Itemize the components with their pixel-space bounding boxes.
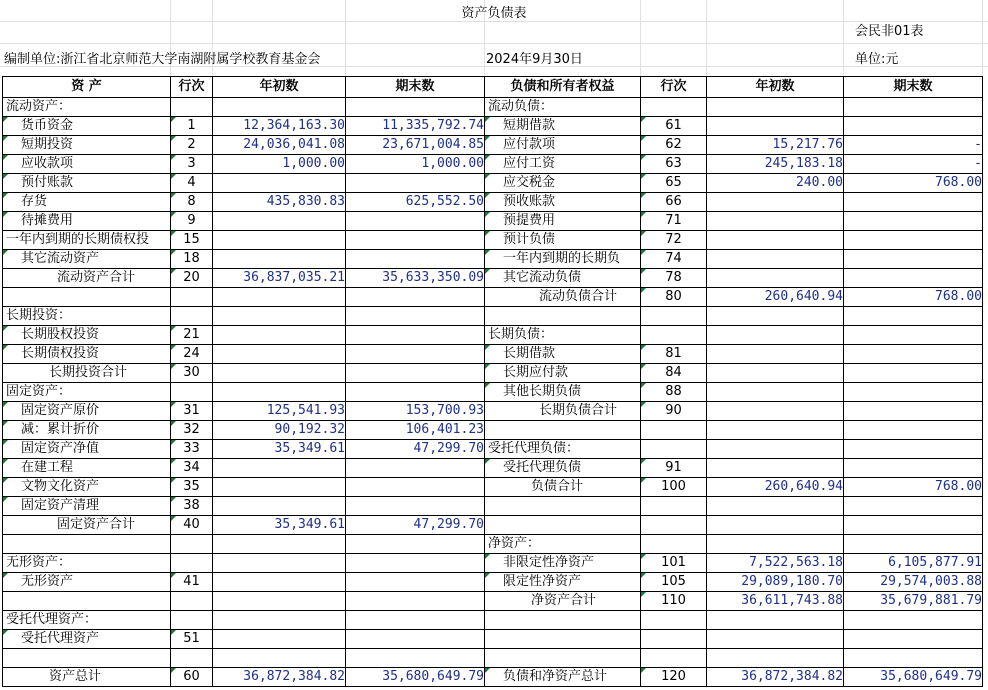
liab-end[interactable]: 29,574,003.88 <box>844 573 983 592</box>
liab-begin[interactable]: 36,611,743.88 <box>707 592 844 611</box>
asset-line[interactable] <box>171 592 213 611</box>
table-row <box>3 98 983 117</box>
asset-begin[interactable] <box>213 288 346 307</box>
liab-begin[interactable] <box>707 497 844 516</box>
asset-begin[interactable]: 36,837,035.21 <box>213 269 346 288</box>
asset-begin[interactable]: 35,349.61 <box>213 440 346 459</box>
liab-label[interactable]: 限定性净资产 <box>485 573 641 592</box>
asset-begin[interactable]: 36,872,384.82 <box>213 668 346 687</box>
liab-label[interactable] <box>485 649 641 668</box>
liab-end[interactable] <box>844 364 983 383</box>
asset-end[interactable] <box>346 326 485 345</box>
liab-begin[interactable] <box>707 649 844 668</box>
liab-begin[interactable] <box>707 98 844 117</box>
asset-label[interactable]: 固定资产净值 <box>3 440 171 459</box>
asset-label[interactable]: 其它流动资产 <box>3 250 171 269</box>
liab-label[interactable]: 负债和净资产总计 <box>485 668 641 687</box>
asset-label[interactable]: 受托代理资产： <box>3 611 171 630</box>
asset-label[interactable]: 长期投资： <box>3 307 171 326</box>
liab-end[interactable] <box>844 345 983 364</box>
asset-begin[interactable] <box>213 307 346 326</box>
asset-end[interactable] <box>346 459 485 478</box>
liab-end[interactable] <box>844 193 983 212</box>
asset-begin[interactable] <box>213 535 346 554</box>
table-row <box>3 117 983 136</box>
asset-begin[interactable] <box>213 345 346 364</box>
liab-end[interactable]: 768.00 <box>844 478 983 497</box>
liab-begin[interactable]: 240.00 <box>707 174 844 193</box>
asset-end[interactable] <box>346 98 485 117</box>
table-row <box>3 383 983 402</box>
balance-sheet-table <box>2 76 983 687</box>
asset-end[interactable] <box>346 231 485 250</box>
asset-begin[interactable]: 35,349.61 <box>213 516 346 535</box>
liab-begin[interactable] <box>707 383 844 402</box>
asset-end[interactable] <box>346 364 485 383</box>
liab-begin[interactable] <box>707 402 844 421</box>
liab-begin[interactable] <box>707 364 844 383</box>
asset-label[interactable]: 流动资产： <box>3 98 171 117</box>
asset-begin[interactable] <box>213 383 346 402</box>
liab-end[interactable] <box>844 98 983 117</box>
asset-label[interactable]: 固定资产： <box>3 383 171 402</box>
asset-label[interactable] <box>3 288 171 307</box>
liab-line[interactable]: 65 <box>641 174 707 193</box>
liab-begin[interactable] <box>707 440 844 459</box>
liab-end[interactable]: 768.00 <box>844 174 983 193</box>
table-row <box>3 250 983 269</box>
liab-line[interactable] <box>641 630 707 649</box>
asset-begin[interactable] <box>213 326 346 345</box>
asset-end[interactable]: 1,000.00 <box>346 155 485 174</box>
asset-line[interactable]: 40 <box>171 516 213 535</box>
liab-end[interactable] <box>844 326 983 345</box>
asset-line[interactable] <box>171 535 213 554</box>
asset-line[interactable]: 24 <box>171 345 213 364</box>
table-row <box>3 668 983 687</box>
asset-label[interactable]: 货币资金 <box>3 117 171 136</box>
asset-begin[interactable] <box>213 98 346 117</box>
liab-line[interactable] <box>641 326 707 345</box>
asset-line[interactable]: 8 <box>171 193 213 212</box>
asset-line[interactable]: 9 <box>171 212 213 231</box>
asset-line[interactable] <box>171 288 213 307</box>
asset-line[interactable]: 3 <box>171 155 213 174</box>
liab-end[interactable]: - <box>844 155 983 174</box>
asset-end[interactable] <box>346 383 485 402</box>
liab-begin[interactable] <box>707 345 844 364</box>
header-line[interactable]: 行次 <box>171 77 213 98</box>
header-begin2[interactable]: 年初数 <box>707 77 844 98</box>
liab-label[interactable] <box>485 307 641 326</box>
liab-label[interactable]: 流动负债： <box>485 98 641 117</box>
asset-line[interactable]: 4 <box>171 174 213 193</box>
header-begin[interactable]: 年初数 <box>213 77 346 98</box>
asset-end[interactable] <box>346 250 485 269</box>
liab-line[interactable]: 81 <box>641 345 707 364</box>
liab-end[interactable] <box>844 250 983 269</box>
liab-end[interactable] <box>844 383 983 402</box>
asset-end[interactable]: 625,552.50 <box>346 193 485 212</box>
header-liab[interactable]: 负债和所有者权益 <box>485 77 641 98</box>
sheet-title: 资产负债表 <box>461 6 527 21</box>
liab-end[interactable] <box>844 459 983 478</box>
asset-line[interactable]: 38 <box>171 497 213 516</box>
asset-label[interactable]: 流动资产合计 <box>3 269 171 288</box>
asset-label[interactable]: 应收款项 <box>3 155 171 174</box>
liab-begin[interactable] <box>707 421 844 440</box>
asset-end[interactable] <box>346 478 485 497</box>
liab-label[interactable]: 长期应付款 <box>485 364 641 383</box>
asset-label[interactable]: 固定资产清理 <box>3 497 171 516</box>
asset-begin[interactable]: 24,036,041.08 <box>213 136 346 155</box>
asset-end[interactable] <box>346 649 485 668</box>
asset-line[interactable]: 31 <box>171 402 213 421</box>
liab-end[interactable] <box>844 117 983 136</box>
asset-line[interactable]: 20 <box>171 269 213 288</box>
header-asset[interactable]: 资 产 <box>3 77 171 98</box>
liab-label[interactable]: 应交税金 <box>485 174 641 193</box>
header-row <box>3 77 983 98</box>
table-row <box>3 611 983 630</box>
asset-begin[interactable] <box>213 611 346 630</box>
liab-begin[interactable] <box>707 307 844 326</box>
asset-begin[interactable] <box>213 630 346 649</box>
liab-line[interactable] <box>641 516 707 535</box>
liab-begin[interactable] <box>707 269 844 288</box>
liab-end[interactable]: 35,679,881.79 <box>844 592 983 611</box>
liab-label[interactable]: 流动负债合计 <box>485 288 641 307</box>
liab-line[interactable]: 110 <box>641 592 707 611</box>
asset-end[interactable]: 47,299.70 <box>346 516 485 535</box>
table-row <box>3 269 983 288</box>
asset-label[interactable]: 短期投资 <box>3 136 171 155</box>
asset-begin[interactable] <box>213 592 346 611</box>
liab-begin[interactable] <box>707 535 844 554</box>
liab-label[interactable]: 预计负债 <box>485 231 641 250</box>
table-row <box>3 497 983 516</box>
liab-label[interactable]: 净资产合计 <box>485 592 641 611</box>
liab-label[interactable]: 应付款项 <box>485 136 641 155</box>
asset-begin[interactable] <box>213 459 346 478</box>
liab-line[interactable]: 91 <box>641 459 707 478</box>
liab-line[interactable] <box>641 98 707 117</box>
table-row <box>3 535 983 554</box>
asset-label[interactable]: 长期债权投资 <box>3 345 171 364</box>
table-row <box>3 630 983 649</box>
table-row <box>3 364 983 383</box>
liab-label[interactable]: 非限定性净资产 <box>485 554 641 573</box>
asset-label[interactable] <box>3 535 171 554</box>
asset-line[interactable]: 41 <box>171 573 213 592</box>
liab-label[interactable] <box>485 611 641 630</box>
asset-label[interactable] <box>3 649 171 668</box>
asset-end[interactable] <box>346 554 485 573</box>
liab-line[interactable]: 61 <box>641 117 707 136</box>
liab-end[interactable] <box>844 611 983 630</box>
liab-line[interactable] <box>641 611 707 630</box>
liab-label[interactable] <box>485 421 641 440</box>
asset-end[interactable]: 153,700.93 <box>346 402 485 421</box>
liab-label[interactable] <box>485 630 641 649</box>
asset-label[interactable]: 长期股权投资 <box>3 326 171 345</box>
asset-line[interactable]: 18 <box>171 250 213 269</box>
asset-begin[interactable] <box>213 174 346 193</box>
table-body <box>3 77 983 687</box>
liab-end[interactable] <box>844 440 983 459</box>
liab-line[interactable]: 90 <box>641 402 707 421</box>
liab-line[interactable]: 72 <box>641 231 707 250</box>
liab-label[interactable]: 应付工资 <box>485 155 641 174</box>
liab-end[interactable]: 768.00 <box>844 288 983 307</box>
asset-begin[interactable]: 435,830.83 <box>213 193 346 212</box>
liab-begin[interactable]: 260,640.94 <box>707 288 844 307</box>
asset-line[interactable] <box>171 98 213 117</box>
asset-begin[interactable]: 90,192.32 <box>213 421 346 440</box>
header-line2[interactable]: 行次 <box>641 77 707 98</box>
liab-label[interactable]: 其它流动负债 <box>485 269 641 288</box>
liab-label[interactable]: 受托代理负债： <box>485 440 641 459</box>
asset-end[interactable]: 47,299.70 <box>346 440 485 459</box>
liab-label[interactable]: 其他长期负债 <box>485 383 641 402</box>
asset-end[interactable] <box>346 573 485 592</box>
liab-label[interactable]: 受托代理负债 <box>485 459 641 478</box>
asset-line[interactable] <box>171 383 213 402</box>
liab-line[interactable]: 100 <box>641 478 707 497</box>
liab-line[interactable]: 71 <box>641 212 707 231</box>
liab-end[interactable] <box>844 269 983 288</box>
table-row <box>3 478 983 497</box>
asset-end[interactable] <box>346 535 485 554</box>
liab-line[interactable]: 101 <box>641 554 707 573</box>
liab-begin[interactable] <box>707 193 844 212</box>
liab-line[interactable]: 74 <box>641 250 707 269</box>
liab-end[interactable] <box>844 630 983 649</box>
liab-end[interactable] <box>844 307 983 326</box>
liab-label[interactable]: 长期负债合计 <box>485 402 641 421</box>
asset-end[interactable] <box>346 592 485 611</box>
asset-label[interactable]: 减：累计折价 <box>3 421 171 440</box>
asset-begin[interactable] <box>213 478 346 497</box>
liab-line[interactable] <box>641 307 707 326</box>
asset-end[interactable] <box>346 611 485 630</box>
liab-begin[interactable] <box>707 459 844 478</box>
asset-end[interactable]: 35,633,350.09 <box>346 269 485 288</box>
liab-label[interactable]: 一年内到期的长期负 <box>485 250 641 269</box>
asset-label[interactable]: 固定资产合计 <box>3 516 171 535</box>
liab-end[interactable] <box>844 231 983 250</box>
liab-begin[interactable] <box>707 611 844 630</box>
liab-line[interactable]: 78 <box>641 269 707 288</box>
liab-label[interactable]: 预收账款 <box>485 193 641 212</box>
table-row <box>3 193 983 212</box>
liab-line[interactable]: 66 <box>641 193 707 212</box>
liab-end[interactable] <box>844 516 983 535</box>
liab-line[interactable] <box>641 535 707 554</box>
liab-line[interactable] <box>641 421 707 440</box>
liab-begin[interactable]: 29,089,180.70 <box>707 573 844 592</box>
liab-label[interactable]: 净资产： <box>485 535 641 554</box>
asset-begin[interactable] <box>213 364 346 383</box>
liab-begin[interactable]: 260,640.94 <box>707 478 844 497</box>
liab-line[interactable]: 88 <box>641 383 707 402</box>
asset-line[interactable]: 60 <box>171 668 213 687</box>
liab-line[interactable]: 62 <box>641 136 707 155</box>
liab-line[interactable] <box>641 497 707 516</box>
liab-end[interactable] <box>844 649 983 668</box>
asset-label[interactable]: 预付账款 <box>3 174 171 193</box>
table-row <box>3 649 983 668</box>
asset-end[interactable] <box>346 288 485 307</box>
asset-end[interactable] <box>346 212 485 231</box>
asset-end[interactable] <box>346 345 485 364</box>
asset-end[interactable] <box>346 630 485 649</box>
liab-end[interactable] <box>844 212 983 231</box>
header-end[interactable]: 期末数 <box>346 77 485 98</box>
table-row <box>3 307 983 326</box>
liab-line[interactable] <box>641 440 707 459</box>
table-row <box>3 326 983 345</box>
asset-line[interactable]: 21 <box>171 326 213 345</box>
table-row <box>3 231 983 250</box>
asset-line[interactable]: 35 <box>171 478 213 497</box>
liab-line[interactable] <box>641 649 707 668</box>
liab-begin[interactable] <box>707 516 844 535</box>
asset-end[interactable]: 23,671,004.85 <box>346 136 485 155</box>
table-row <box>3 459 983 478</box>
asset-begin[interactable] <box>213 212 346 231</box>
liab-end[interactable] <box>844 421 983 440</box>
liab-begin[interactable] <box>707 212 844 231</box>
asset-label[interactable]: 一年内到期的长期债权投 <box>3 231 171 250</box>
asset-end[interactable]: 106,401.23 <box>346 421 485 440</box>
table-row <box>3 516 983 535</box>
asset-begin[interactable] <box>213 497 346 516</box>
table-row <box>3 573 983 592</box>
asset-end[interactable] <box>346 307 485 326</box>
asset-label[interactable]: 固定资产原价 <box>3 402 171 421</box>
liab-end[interactable] <box>844 535 983 554</box>
asset-label[interactable]: 资产总计 <box>3 668 171 687</box>
asset-line[interactable] <box>171 611 213 630</box>
liab-begin[interactable] <box>707 630 844 649</box>
asset-line[interactable]: 15 <box>171 231 213 250</box>
asset-line[interactable]: 30 <box>171 364 213 383</box>
table-row <box>3 345 983 364</box>
asset-begin[interactable] <box>213 573 346 592</box>
asset-begin[interactable]: 1,000.00 <box>213 155 346 174</box>
liab-label[interactable]: 长期借款 <box>485 345 641 364</box>
asset-label[interactable]: 长期投资合计 <box>3 364 171 383</box>
liab-end[interactable] <box>844 497 983 516</box>
unit-label: 单位:元 <box>855 52 899 67</box>
liab-label[interactable]: 短期借款 <box>485 117 641 136</box>
asset-line[interactable] <box>171 649 213 668</box>
liab-label[interactable] <box>485 516 641 535</box>
liab-begin[interactable]: 7,522,563.18 <box>707 554 844 573</box>
liab-begin[interactable]: 15,217.76 <box>707 136 844 155</box>
table-row <box>3 402 983 421</box>
asset-end[interactable]: 35,680,649.79 <box>346 668 485 687</box>
asset-begin[interactable] <box>213 231 346 250</box>
asset-line[interactable] <box>171 307 213 326</box>
liab-begin[interactable] <box>707 117 844 136</box>
table-row <box>3 288 983 307</box>
asset-line[interactable]: 34 <box>171 459 213 478</box>
asset-begin[interactable]: 125,541.93 <box>213 402 346 421</box>
liab-begin[interactable]: 36,872,384.82 <box>707 668 844 687</box>
asset-label[interactable]: 待摊费用 <box>3 212 171 231</box>
form-code: 会民非01表 <box>855 24 924 39</box>
liab-begin[interactable] <box>707 326 844 345</box>
grid-line <box>0 21 988 22</box>
liab-begin[interactable]: 245,183.18 <box>707 155 844 174</box>
asset-begin[interactable] <box>213 649 346 668</box>
asset-line[interactable]: 33 <box>171 440 213 459</box>
liab-end[interactable]: 6,105,877.91 <box>844 554 983 573</box>
asset-begin[interactable] <box>213 250 346 269</box>
asset-line[interactable]: 32 <box>171 421 213 440</box>
liab-line[interactable]: 120 <box>641 668 707 687</box>
liab-label[interactable]: 长期负债： <box>485 326 641 345</box>
liab-line[interactable]: 105 <box>641 573 707 592</box>
liab-label[interactable]: 预提费用 <box>485 212 641 231</box>
grid-line <box>0 43 988 44</box>
asset-label[interactable]: 无形资产： <box>3 554 171 573</box>
table-row <box>3 174 983 193</box>
table-row <box>3 136 983 155</box>
liab-line[interactable]: 84 <box>641 364 707 383</box>
liab-begin[interactable] <box>707 250 844 269</box>
table-row <box>3 212 983 231</box>
asset-begin[interactable]: 12,364,163.30 <box>213 117 346 136</box>
asset-label[interactable]: 无形资产 <box>3 573 171 592</box>
asset-label[interactable]: 受托代理资产 <box>3 630 171 649</box>
table-row <box>3 155 983 174</box>
asset-line[interactable] <box>171 554 213 573</box>
asset-begin[interactable] <box>213 554 346 573</box>
asset-line[interactable]: 51 <box>171 630 213 649</box>
asset-label[interactable]: 在建工程 <box>3 459 171 478</box>
liab-begin[interactable] <box>707 231 844 250</box>
asset-label[interactable]: 存货 <box>3 193 171 212</box>
asset-end[interactable] <box>346 497 485 516</box>
liab-end[interactable] <box>844 402 983 421</box>
asset-label[interactable] <box>3 592 171 611</box>
liab-label[interactable] <box>485 497 641 516</box>
date-label: 2024年9月30日 <box>486 52 583 67</box>
org-label: 编制单位:浙江省北京师范大学南湖附属学校教育基金会 <box>4 52 321 67</box>
asset-label[interactable]: 文物文化资产 <box>3 478 171 497</box>
header-end2[interactable]: 期末数 <box>844 77 983 98</box>
liab-end[interactable]: 35,680,649.79 <box>844 668 983 687</box>
table-row <box>3 421 983 440</box>
asset-line[interactable]: 1 <box>171 117 213 136</box>
table-row <box>3 440 983 459</box>
liab-line[interactable]: 80 <box>641 288 707 307</box>
table-row <box>3 554 983 573</box>
table-row <box>3 592 983 611</box>
asset-end[interactable] <box>346 174 485 193</box>
liab-line[interactable]: 63 <box>641 155 707 174</box>
liab-label[interactable]: 负债合计 <box>485 478 641 497</box>
asset-line[interactable]: 2 <box>171 136 213 155</box>
asset-end[interactable]: 11,335,792.74 <box>346 117 485 136</box>
liab-end[interactable]: - <box>844 136 983 155</box>
